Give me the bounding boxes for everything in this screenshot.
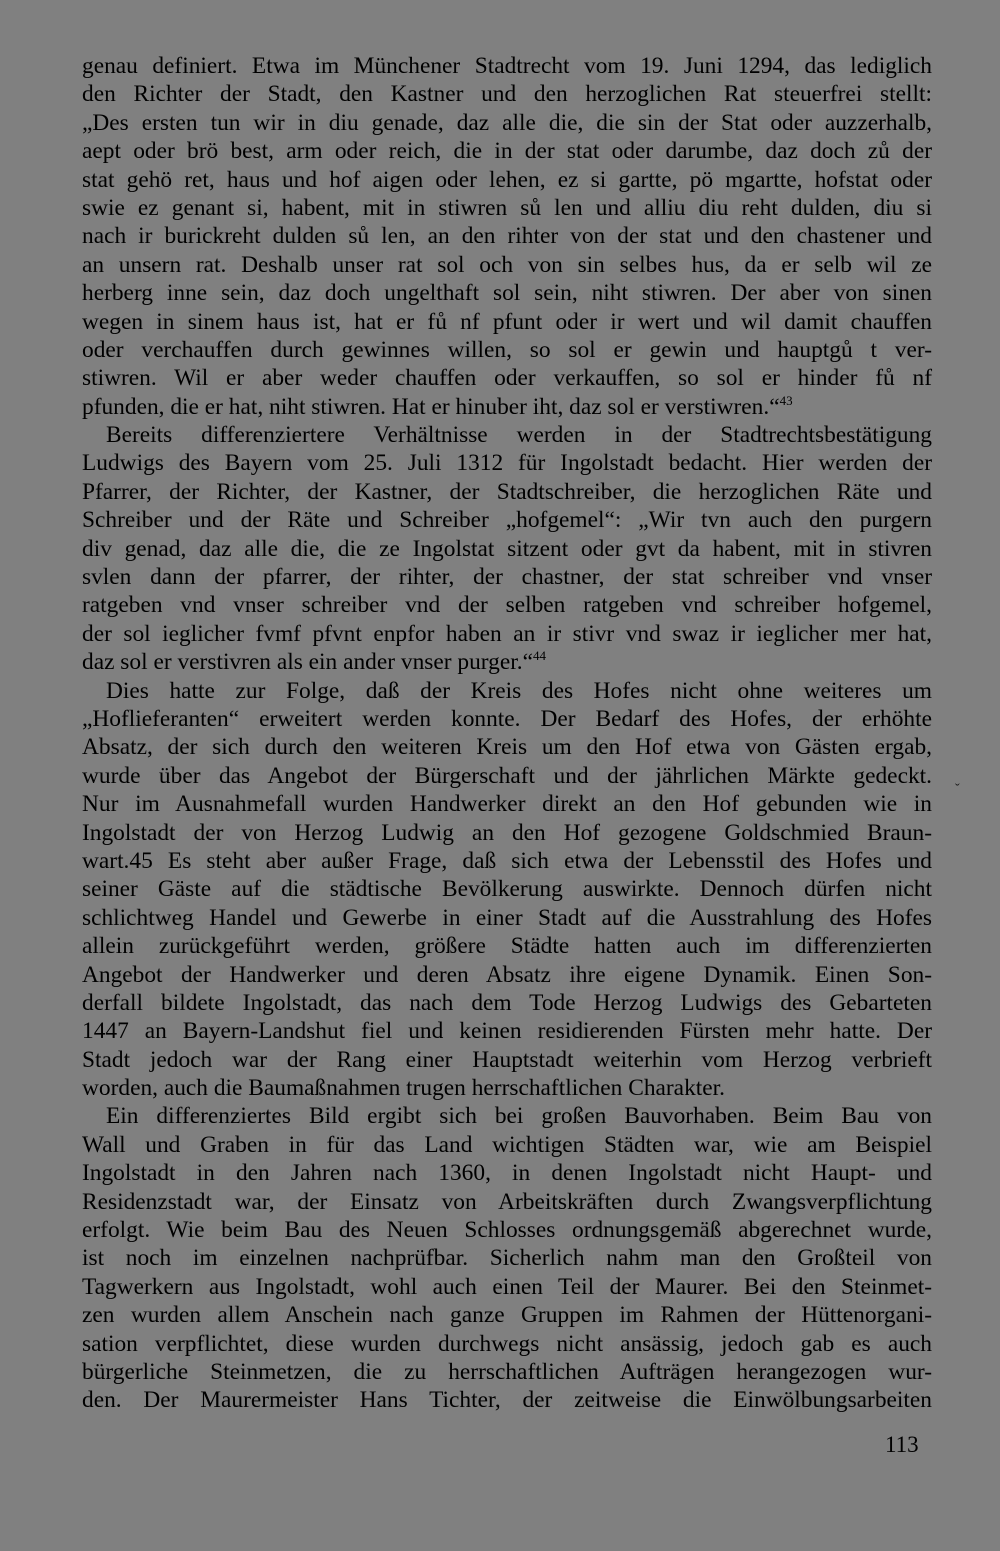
text-line: svlen dann der pfarrer, der rihter, der chastner, der stat schreiber vnd vnser xyxy=(82,564,932,591)
text-line: Stadt jedoch war der Rang einer Hauptstadt weiterhin vom Herzog verbrieft xyxy=(82,1046,932,1073)
text-line: Ein differenziertes Bild ergibt sich bei großen Bauvorhaben. Beim Bau von xyxy=(106,1103,932,1130)
text-line: wegen in sinem haus ist, hat er fů nf pfunt oder ir wert und wil damit chauffen xyxy=(82,308,932,335)
text-line: schlichtweg Handel und Gewerbe in einer Stadt auf die Ausstrahlung des Hofes xyxy=(82,904,932,931)
text-line: ratgeben vnd vnser schreiber vnd der selben ratgeben vnd schreiber hofgemel, xyxy=(82,592,932,619)
text-line: Wall und Graben in für das Land wichtigen Städten war, wie am Beispiel xyxy=(82,1131,932,1158)
text-line: seiner Gäste auf die städtische Bevölkerung auswirkte. Dennoch dürfen nicht xyxy=(82,876,932,903)
text-line: aept oder brö best, arm oder reich, die in der stat oder darumbe, daz doch zů der xyxy=(82,138,932,165)
text-line: sation verpflichtet, diese wurden durchwegs nicht ansässig, jedoch gab es auch xyxy=(82,1330,932,1357)
text-line: genau definiert. Etwa im Münchener Stadtrecht vom 19. Juni 1294, das lediglich xyxy=(82,53,932,79)
text-line: pfunden, die er hat, niht stiwren. Hat er hinuber iht, daz sol er verstiwren.“$^{43}$ xyxy=(82,392,793,420)
text-line: an unsern rat. Deshalb unser rat sol och von sin selbes hus, da er selb wil ze xyxy=(82,251,932,278)
text-line: Angebot der Handwerker und deren Absatz ihre eigene Dynamik. Einen Son- xyxy=(82,961,932,988)
paragraph xyxy=(82,421,932,677)
text-line: den Richter der Stadt, den Kastner und den herzoglichen Rat steuerfrei stellt: xyxy=(82,81,932,108)
text-line: Bereits differenziertere Verhältnisse werden in der Stadtrechtsbestätigung xyxy=(106,422,932,449)
text-line: Pfarrer, der Richter, der Kastner, der Stadtschreiber, die herzoglichen Räte und xyxy=(82,478,932,505)
text-line: herberg inne sein, daz doch ungelthaft sol sein, niht stiwren. Der aber von sinen xyxy=(82,280,932,307)
text-line: Dies hatte zur Folge, daß der Kreis des Hofes nicht ohne weiteres um xyxy=(106,677,932,704)
text-line: Nur im Ausnahmefall wurden Handwerker direkt an den Hof gebunden wie in xyxy=(82,791,932,818)
text-line: wurde über das Angebot der Bürgerschaft und der jährlichen Märkte gedeckt. xyxy=(82,762,932,789)
text-line: 1447 an Bayern-Landshut fiel und keinen residierenden Fürsten mehr hatte. Der xyxy=(82,1018,932,1045)
paragraph xyxy=(82,1102,932,1414)
body-text xyxy=(82,52,932,1415)
text-line: zen wurden allem Anschein nach ganze Gruppen im Rahmen der Hüttenorgani- xyxy=(82,1302,932,1329)
text-line: Tagwerkern aus Ingolstadt, wohl auch einen Teil der Maurer. Bei den Steinmet- xyxy=(82,1273,932,1300)
text-line: Ludwigs des Bayern vom 25. Juli 1312 für Ingolstadt bedacht. Hier werden der xyxy=(82,450,932,477)
text-line: der sol ieglicher fvmf pfvnt enpfor haben an ir stivr vnd swaz ir ieglicher mer hat, xyxy=(82,620,932,647)
text-line: swie ez genant si, habent, mit in stiwren sů len und alliu diu reht dulden, diu si xyxy=(82,194,932,221)
text-line: Schreiber und der Räte und Schreiber „hofgemel“: „Wir tvn auch den purgern xyxy=(82,507,932,534)
text-line: wart.45 Es steht aber außer Frage, daß sich etwa der Lebensstil des Hofes und xyxy=(82,847,932,874)
text-line: Ingolstadt in den Jahren nach 1360, in denen Ingolstadt nicht Haupt- und xyxy=(82,1160,932,1187)
text-line: Ingolstadt der von Herzog Ludwig an den Hof gezogene Goldschmied Braun- xyxy=(82,819,932,846)
text-line: Absatz, der sich durch den weiteren Kreis um den Hof etwa von Gästen ergab, xyxy=(82,734,932,761)
text-line: div genad, daz alle die, die ze Ingolstat sitzent oder gvt da habent, mit in stivren xyxy=(82,535,932,562)
paragraph xyxy=(82,677,932,1103)
text-line: erfolgt. Wie beim Bau des Neuen Schlosses ordnungsgemäß abgerechnet wurde, xyxy=(82,1217,932,1244)
text-line: allein zurückgeführt werden, größere Städte hatten auch im differenzierten xyxy=(82,933,932,960)
text-line: worden, auch die Baumaßnahmen trugen herrschaftlichen Charakter. xyxy=(82,1075,725,1102)
text-line: bürgerliche Steinmetzen, die zu herrschaftlichen Aufträgen herangezogen wur- xyxy=(82,1358,932,1385)
text-line: daz sol er verstivren als ein ander vnser purger.“$^{44}$ xyxy=(82,648,546,676)
text-line: ist noch im einzelnen nachprüfbar. Sicherlich nahm man den Großteil von xyxy=(82,1245,932,1272)
text-line: Residenzstadt war, der Einsatz von Arbeitskräften durch Zwangsverpflichtung xyxy=(82,1188,932,1215)
footnote-marker: 44 xyxy=(532,648,546,664)
text-line: „Hoflieferanten“ erweitert werden konnte. Der Bedarf des Hofes, der erhöhte xyxy=(82,705,932,732)
page-number: 113 xyxy=(885,1432,919,1457)
margin-mark: ˇ xyxy=(955,782,960,797)
text-line: „Des ersten tun wir in diu genade, daz alle die, die sin der Stat oder auzzerhalb, xyxy=(82,109,932,136)
text-line: stiwren. Wil er aber weder chauffen oder verkauffen, so sol er hinder fů nf xyxy=(82,365,932,392)
paragraph xyxy=(82,52,932,421)
text-line: den. Der Maurermeister Hans Tichter, der zeitweise die Einwölbungsarbeiten xyxy=(82,1387,932,1414)
text-line: stat gehö ret, haus und hof aigen oder lehen, ez si gartte, pö mgartte, hofstat oder xyxy=(82,166,932,193)
text-line: oder verchauffen durch gewinnes willen, so sol er gewin und hauptgů t ver- xyxy=(82,336,932,363)
text-line: derfall bildete Ingolstadt, das nach dem Tode Herzog Ludwigs des Gebarteten xyxy=(82,989,932,1016)
footnote-marker: 43 xyxy=(779,392,793,408)
text-line: nach ir burickreht dulden sů len, an den rihter von der stat und den chastener und xyxy=(82,223,932,250)
